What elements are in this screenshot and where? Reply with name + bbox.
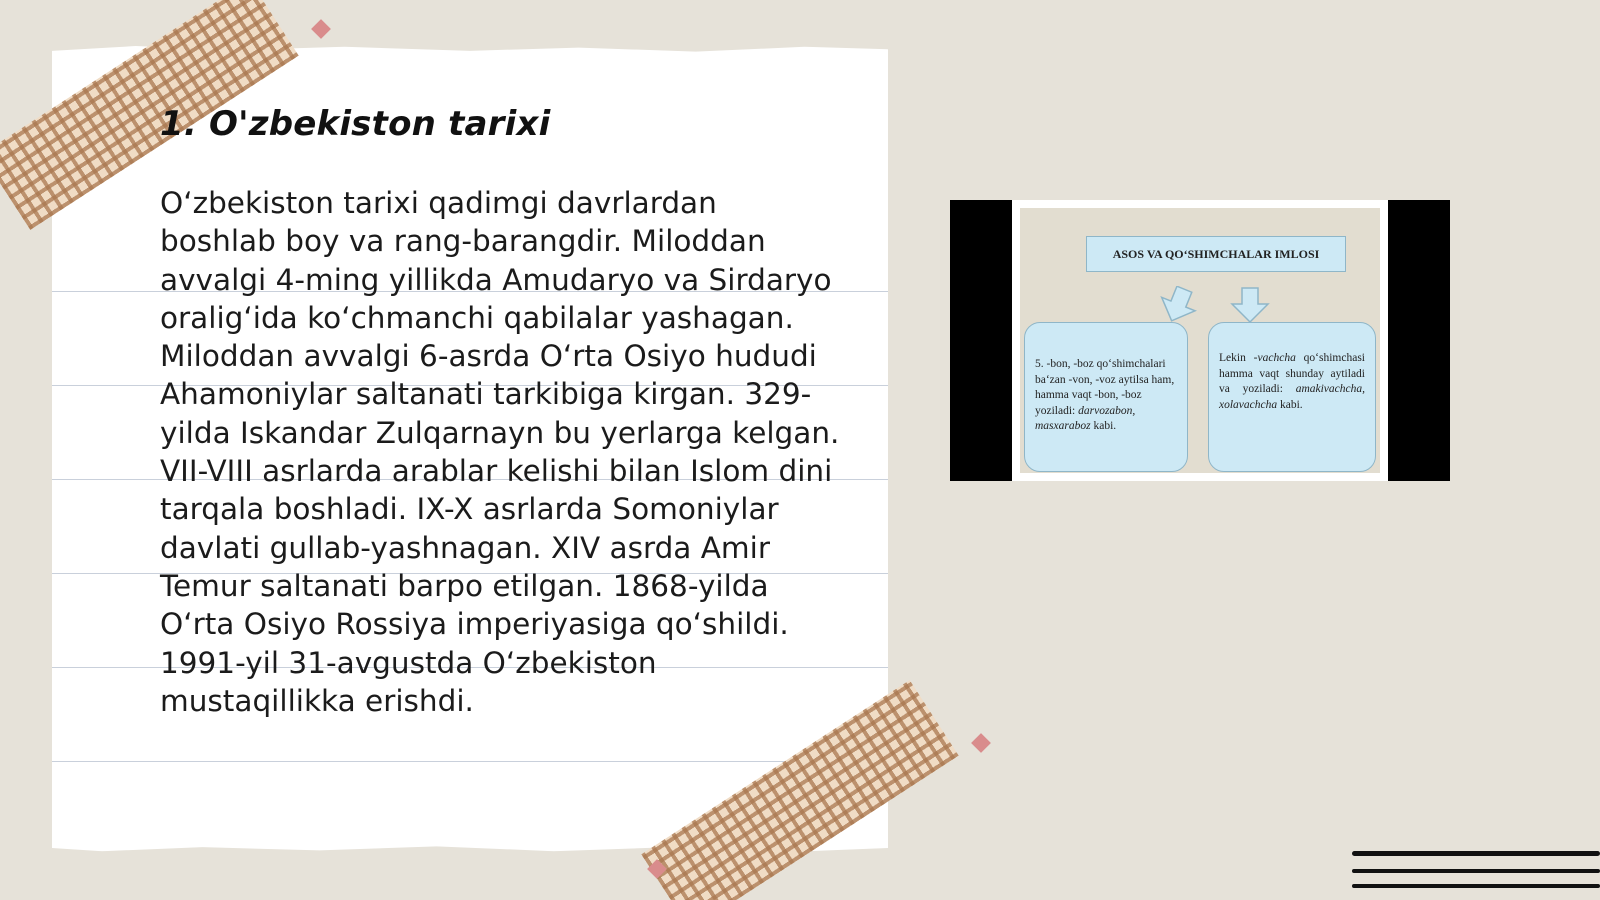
rule-text: 5. -bon, -boz qo‘shimchalari ba‘zan -von, -voz aytilsa ham, hamma vaqt -bon, -boz yoziladi: <box>1035 358 1175 417</box>
arrow-down-icon <box>1228 286 1272 324</box>
decorative-line <box>1352 884 1600 888</box>
decorative-line <box>1352 869 1600 873</box>
rule-suffix: -vachcha <box>1253 352 1296 364</box>
decorative-line <box>1352 851 1600 856</box>
slide-title: 1. O'zbekiston tarixi <box>160 104 551 144</box>
rule-examples: amakivachcha, xolavachcha <box>1219 383 1365 411</box>
tape-corner-decoration <box>311 19 331 39</box>
rule-box-vachcha <box>1208 322 1376 472</box>
image-panel <box>1020 208 1380 473</box>
image-title: ASOS VA QO‘SHIMCHALAR IMLOSI <box>1086 236 1346 272</box>
slide-image <box>950 200 1450 481</box>
arrow-down-left-icon <box>1156 286 1200 324</box>
rule-box-bon-boz <box>1024 322 1188 472</box>
rule-text-middle: qo‘shimchasi hamma vaqt shunday aytiladi va yoziladi: <box>1219 352 1365 395</box>
body-paragraph: O‘zbekiston tarixi qadimgi davrlardan boshlab boy va rang-barangdir. Miloddan avvalgi 4-ming yillikda Amudaryo va Sirdaryo oralig‘ida ko‘chmanchi qabilalar yashagan. Miloddan avvalgi 6-asrda O‘rta Osiyo hududi Ahamoniylar saltanati tarkibiga kirgan. 329-yilda Iskandar Zulqarnayn bu yerlarga kelgan. VII-VIII asrlarda arablar kelishi bilan Islom dini tarqala boshladi. IX-X asrlarda Somoniylar davlati gullab-yashnagan. XIV asrda Amir Temur saltanati barpo etilgan. 1868-yilda O‘rta Osiyo Rossiya imperiyasiga qo‘shildi. 1991-yil 31-avgustda O‘zbekiston mustaqillikka erishdi. <box>160 186 840 718</box>
rule-examples: darvozabon, masxaraboz <box>1035 404 1136 432</box>
ruled-line <box>52 761 888 762</box>
rule-text-end: kabi. <box>1277 398 1303 411</box>
rule-text-end: kabi. <box>1090 420 1117 432</box>
tape-corner-decoration <box>971 733 991 753</box>
image-content <box>1012 200 1388 481</box>
rule-text: Lekin <box>1219 352 1254 364</box>
